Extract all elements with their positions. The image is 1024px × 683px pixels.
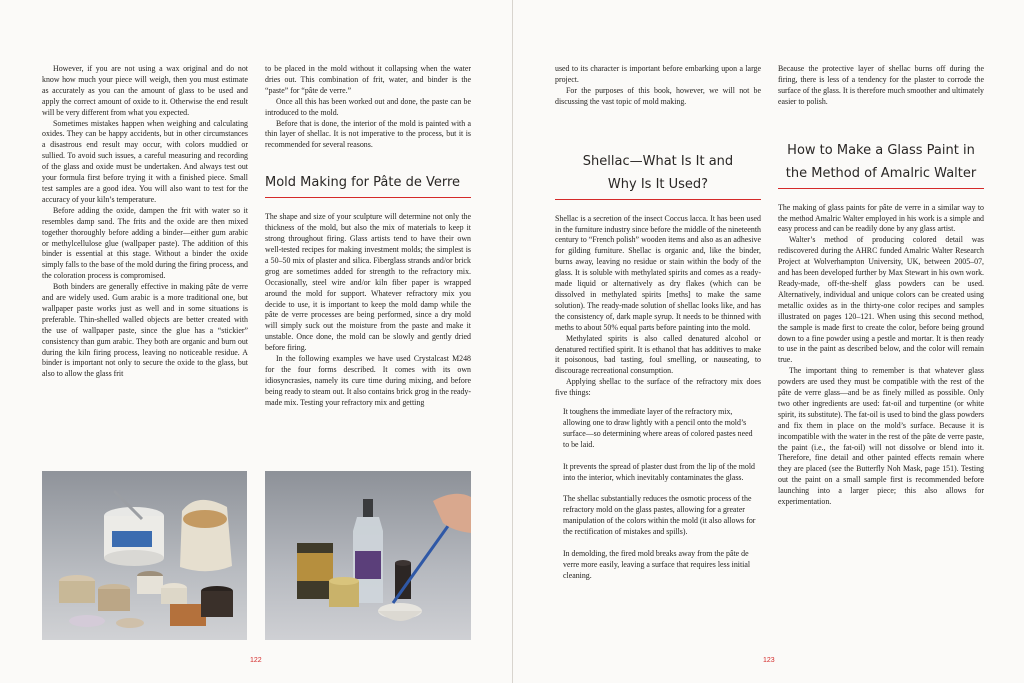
section-heading-glass-paint: How to Make a Glass Paint in the Method of Amalric Walter — [785, 142, 977, 181]
paragraph: Before adding the oxide, dampen the frit with water so it resembles damp sand. The frits and the oxide are then mixed together thoroughly before adding a binder—either gum arabic or methylcellulose glue (wallpaper paste). The addition of this binder is essential at this stage. Without a binder the oxide simply falls to the base of the mold during the firing process, and the coloration process is compromised. — [42, 205, 248, 281]
section-heading-mold-making: Mold Making for Pâte de Verre — [265, 175, 461, 191]
paragraph: Once all this has been worked out and done, the paste can be introduced to the mold. — [265, 96, 471, 117]
left-column-1 — [42, 64, 248, 380]
page-number: 123 — [763, 657, 775, 664]
section-heading-shellac: Shellac—What Is It and Why Is It Used? — [582, 153, 734, 192]
paragraph: Shellac is a secretion of the insect Coccus lacca. It has been used in the furniture industry since before the middle of the nineteenth century to “French polish” wooden items and also as an adhesive for gilding furniture. Shellac is organic and, like the binder, burns away, leaving no residue or stain within the body of the glass. It is soluble with methylated spirits and comes as a ready-made liquid or alternatively as dry flakes (which can be dissolved in methylated spirits [meths] to make the same solution). The ready-made solution of shellac looks like, and has the consistency of, dark maple syrup. It needs to be thinned with meths to about 50% equal parts before painting into the mold. — [555, 213, 761, 332]
list-item: The shellac substantially reduces the osmotic process of the refractory mold on the glass pastes, allowing for a greater manipulation of the colors within the mold (it also allows for the rectification of mistakes and spills). — [563, 494, 756, 537]
right-column-1 — [555, 64, 761, 593]
paragraph: Sometimes mistakes happen when weighing and calculating oxides. They can be happy accidents, but in other circumstances a disastrous end result may occur, with colors muddied or sullied. To avoid such issues, a careful measuring and recording of the glass and oxide must be undertaken. And always test out your formula first before trying it with a finished piece. Small test samples are a good idea. You will also want to test for the accuracy of your kiln’s temperature. — [42, 118, 248, 204]
paragraph: However, if you are not using a wax original and do not know how much your piece will weigh, then you must estimate as accurately as you can the amount of glass to be used and apply the correct amount of oxide to it. Otherwise the end result will be very different from what you expected. — [42, 64, 248, 117]
photo-shellac-bottles — [265, 471, 471, 640]
photo-glass-powders — [42, 471, 247, 640]
paragraph: used to its character is important before embarking upon a large project. — [555, 64, 761, 84]
paragraph: In the following examples we have used Crystalcast M248 for the four forms described. It comes with its own idiosyncrasies, namely its cure time during mixing, and before being ready to steam out. It also contains brick grog in the ready-made mix. Testing your refractory mix and getting — [265, 354, 471, 407]
paragraph: The important thing to remember is that whatever glass powders are used they must be compatible with the rest of the pâte de verre glass—and be as finely milled as possible. Only two other ingredients are used: fat-oil and turpentine (or white spirit, its substitute). The fat-oil is used to bind the glass powders and fix them in place on the mold’s surface. Because it is incompatible with the water in the rest of the pâte de verre paste, the paint (i.e., the fat-oil) will not dissolve or blend into it. Therefore, fine detail and other painted effects remain where they are placed (see the Butterfly Noh Mask, page 151). Testing out the paint on a small sample first is recommended before launching into a larger piece; this also allows for experimentation. — [778, 366, 984, 507]
paragraph: Both binders are generally effective in making pâte de verre and are widely used. Gum arabic is a more traditional one, but wallpaper paste works just as well and in some situations is preferable. Thin-shelled walled objects are better created with the use of wallpaper paste, since the glue has a “stickier” consistency than gum arabic. They both are organic and burn out during the kiln firing process, leaving no noticeable residue. A binder is important not only to secure the oxide to the glass, but also to allow the glass frit — [42, 282, 248, 379]
left-column-2 — [265, 64, 471, 409]
paragraph: For the purposes of this book, however, we will not be discussing the vast topic of mold making. — [555, 85, 761, 106]
right-page — [512, 0, 1024, 683]
paragraph: Methylated spirits is also called denatured alcohol or denatured rectified spirit. It is ethanol that has additives to make it poisonous, bad tasting, foul smelling, or nauseating, to discourage recreational consumption. — [555, 333, 761, 376]
paragraph: The making of glass paints for pâte de verre in a similar way to the method Amalric Walter employed in his work is a simple and easy process and can be readily done by any glass artist. — [778, 202, 984, 234]
paragraph: Before that is done, the interior of the mold is painted with a thin layer of shellac. It is not imperative to the process, but it is recommended for several reasons. — [265, 118, 471, 150]
paragraph: The shape and size of your sculpture will determine not only the thickness of the mold, but also the mix of materials to keep it strong throughout firing. Glass artists tend to have their own well-tested recipes for making investment molds; the simplest is a 50–50 mix of plaster and silica. Fiberglass strands and/or brick grog are sometimes added for strength to the refractory mix. Occasionally, steel wire and/or kiln fiber paper is wrapped around the mold for support. Whatever refractory mix you decide to use, it is important to keep the mold damp while the pâte de verre processes are being performed, since a dry mold will simply suck out the moisture from the paste and make it unstable. Once done, the mold can be slowly and gently dried before firing. — [265, 212, 471, 353]
list-item: It toughens the immediate layer of the refractory mix, allowing one to draw lightly with a pencil onto the mold’s surface—so determining where areas of colored pastes need to be laid. — [563, 407, 753, 449]
right-column-2 — [778, 64, 984, 508]
paragraph: Because the protective layer of shellac burns off during the firing, there is less of a tendency for the plaster to corrode the surface of the glass. It is therefore much smoother and ultimately easier to polish. — [778, 64, 984, 106]
page-number: 122 — [250, 657, 262, 664]
paragraph: Walter’s method of producing colored detail was rediscovered during the AHRC funded Amalric Walter Research Project at Wolverhampton University, UK, between 2005–07, and has been developed further by Max Stewart in his own work. Ready-made, off-the-shelf glass powders can be used. Alternatively, individual and unique colors can be created using metallic oxides as in the thirty-one color recipes and samples illustrated on pages 120–121. When using this second method, the sample is made first to create the color, before being ground down to a fine powder using a pestle and mortar. It is then ready to use in the paint as described below, and the color will remain true. — [778, 235, 984, 365]
shellac-benefits-list — [555, 407, 761, 582]
photo-illustration — [42, 471, 247, 640]
list-item: In demolding, the fired mold breaks away from the pâte de verre more easily, leaving a surface that requires less initial cleaning. — [563, 549, 751, 580]
photo-illustration — [265, 471, 471, 640]
list-item: It prevents the spread of plaster dust from the lip of the mold into the interior, which inevitably contaminates the glass. — [563, 461, 755, 482]
paragraph: to be placed in the mold without it collapsing when the water dries out. This combination of frit, water, and binder is the “paste” for “pâte de verre.” — [265, 64, 471, 95]
paragraph: Applying shellac to the surface of the refractory mix does five things: — [555, 377, 761, 398]
